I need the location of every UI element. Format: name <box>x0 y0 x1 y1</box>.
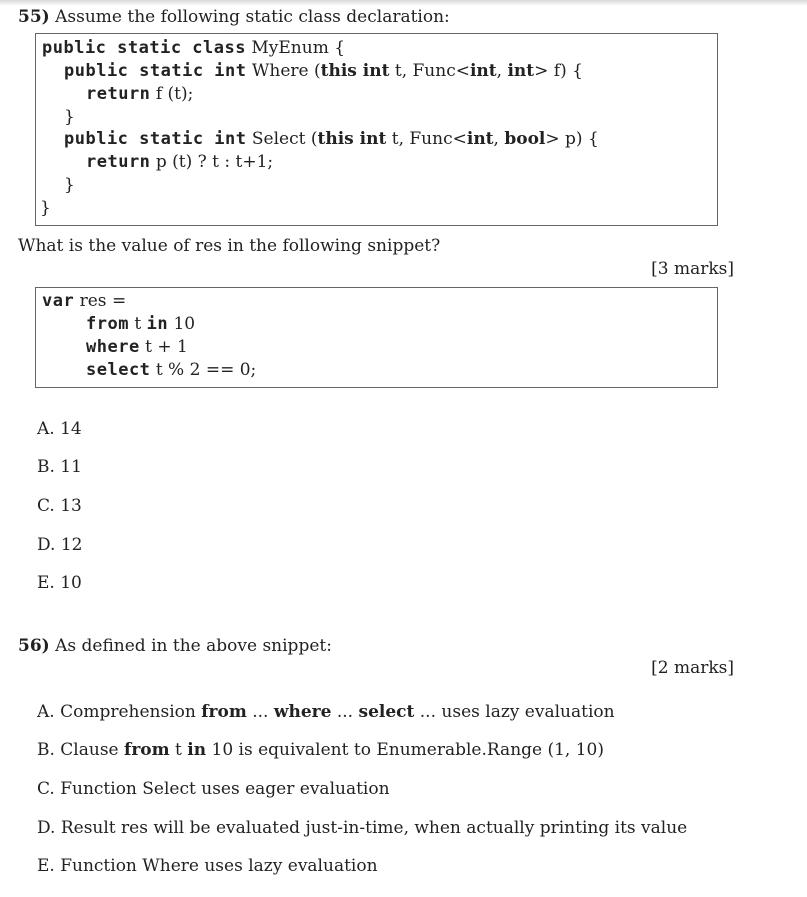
q56-header <box>18 635 332 657</box>
snippet-line-4: select t % 2 == 0; <box>86 360 257 380</box>
code-line-6: return p (t) ? t : t+1; <box>86 152 274 172</box>
q55-header <box>18 6 450 28</box>
q55-question: What is the value of res in the following snippet? <box>18 236 441 256</box>
code-line-5: public static int Select (this int t, Func<int, bool> p) { <box>64 129 599 149</box>
q55-option-c[interactable]: C. 13 <box>37 496 82 516</box>
q56-option-a[interactable]: A. Comprehension from ... where ... select ... uses lazy evaluation <box>37 702 615 722</box>
q55-marks: [3 marks] <box>651 259 734 279</box>
q55-option-a[interactable]: A. 14 <box>37 419 82 439</box>
q55-prompt: Assume the following static class declaration: <box>55 7 450 27</box>
q55-option-d[interactable]: D. 12 <box>37 535 83 555</box>
q55-option-e[interactable]: E. 10 <box>37 573 82 593</box>
q56-option-b[interactable]: B. Clause from t in 10 is equivalent to Enumerable.Range (1, 10) <box>37 740 605 760</box>
q56-option-e[interactable]: E. Function Where uses lazy evaluation <box>37 856 378 876</box>
q56-option-d[interactable]: D. Result res will be evaluated just-in-time, when actually printing its value <box>37 818 688 838</box>
code-line-2: public static int Where (this int t, Func<int, int> f) { <box>64 61 583 81</box>
code-line-1: public static class MyEnum { <box>42 38 346 58</box>
code-line-8: } <box>40 198 51 218</box>
snippet-line-2: from t in 10 <box>86 314 196 334</box>
q56-number: 56) <box>18 636 50 656</box>
code-line-3: return f (t); <box>86 84 194 104</box>
snippet-line-1: var res = <box>42 291 127 311</box>
q55-option-b[interactable]: B. 11 <box>37 457 82 477</box>
q56-marks: [2 marks] <box>651 658 734 678</box>
snippet-line-3: where t + 1 <box>86 337 188 357</box>
code-line-7: } <box>64 175 75 195</box>
q56-option-c[interactable]: C. Function Select uses eager evaluation <box>37 779 390 799</box>
q56-prompt: As defined in the above snippet: <box>55 636 332 656</box>
q55-number: 55) <box>18 7 50 27</box>
code-line-4: } <box>64 107 75 127</box>
